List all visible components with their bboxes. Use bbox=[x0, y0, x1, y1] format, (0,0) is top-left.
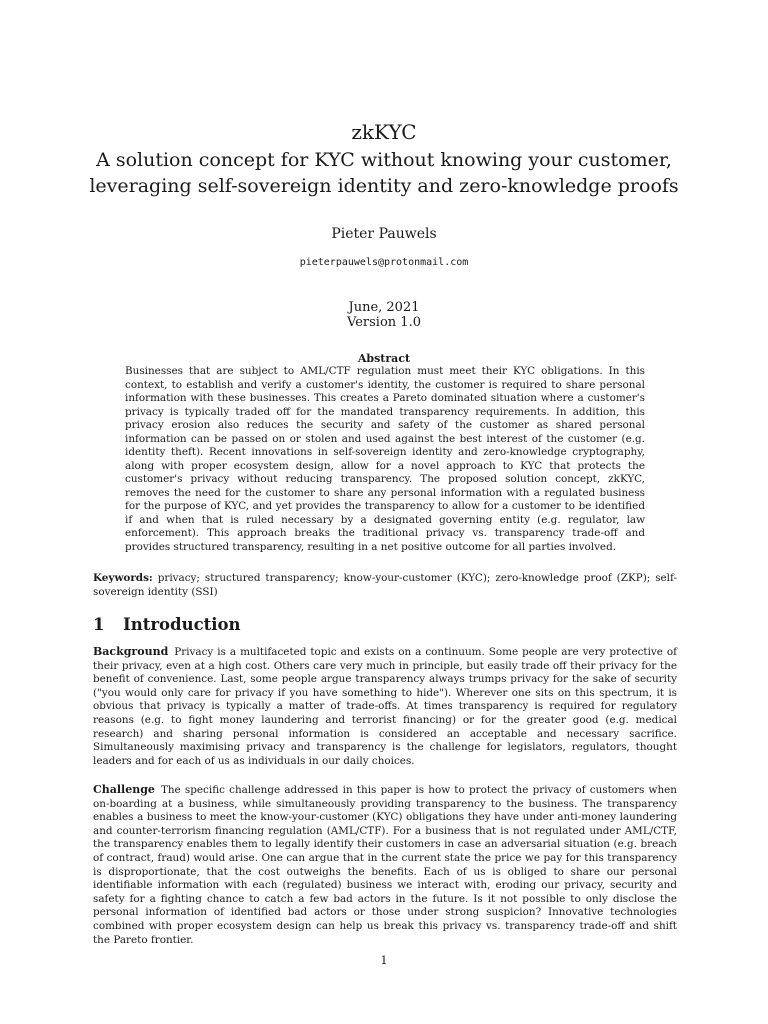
version-label: Version 1.0 bbox=[347, 315, 421, 330]
keywords-text: privacy; structured transparency; know-your-customer (KYC); zero-knowledge proof (ZKP); self-sovereign identity (SSI) bbox=[93, 572, 677, 598]
paper-subtitle-line-2: leveraging self-sovereign identity and zero-knowledge proofs bbox=[89, 175, 679, 197]
page-number: 1 bbox=[380, 954, 388, 967]
author-email: pieterpauwels@protonmail.com bbox=[299, 257, 469, 268]
section-title: Introduction bbox=[123, 615, 241, 634]
paragraph-label-challenge: Challenge bbox=[93, 783, 155, 796]
author-name: Pieter Pauwels bbox=[331, 226, 437, 242]
paragraph-label-background: Background bbox=[93, 645, 169, 658]
section-number: 1 bbox=[93, 615, 105, 634]
keywords-block bbox=[93, 571, 677, 599]
paragraph-text-challenge: The specific challenge addressed in this paper is how to protect the privacy of customers when on-boarding at a business, while simultaneously providing transparency to the business. The transparency enables a business to meet the know-your-customer (KYC) obligations they have under anti-money laundering and counter-terrorism financing regulation (AML/CTF). For a business that is not regulated under AML/CTF, the transparency enables them to legally identify their customers in case an adversarial situation (e.g. breach of contract, fraud) would arise. One can argue that in the current state the price we pay for this transparency is disproportionate, that the cost outweighs the benefits. Each of us is obliged to share our personal identifiable information with each (regulated) business we interact with, eroding our privacy, security and safety for a fighting chance to catch a few bad actors in the future. Is it not possible to only disclose the personal information of identified bad actors or those under strong suspicion? Innovative technologies combined with proper ecosystem design can help us break this privacy vs. transparency trade-off and shift the Pareto frontier. bbox=[93, 784, 677, 946]
abstract-heading: Abstract bbox=[357, 352, 411, 365]
paragraph-text-background: Privacy is a multifaceted topic and exists on a continuum. Some people are very protective of their privacy, even at a high cost. Others care very much in principle, but easily trade off their privacy for the benefit of convenience. Last, some people argue transparency always trumps privacy for the sake of security ("you would only care for privacy if you have something to hide"). Wherever one sits on this spectrum, it is obvious that privacy is typically a matter of trade-offs. At times transparency is required for regulatory reasons (e.g. to fight money laundering and terrorist financing) or for the greater good (e.g. medical research) and sharing personal information is considered an acceptable and necessary sacrifice. Simultaneously maximising privacy and transparency is the challenge for legislators, regulators, thought leaders and for each of us as individuals in our daily choices. bbox=[93, 646, 677, 767]
paragraph-challenge bbox=[93, 783, 677, 947]
abstract-text: Businesses that are subject to AML/CTF regulation must meet their KYC obligations. In this context, to establish and verify a customer's identity, the customer is required to share personal information with these businesses. This creates a Pareto dominated situation where a customer's privacy is typically traded off for the mandated transparency requirements. In addition, this privacy erosion also reduces the security and safety of the customer as shared personal information can be passed on or stolen and used against the best interest of the customer (e.g. identity theft). Recent innovations in self-sovereign identity and zero-knowledge cryptography, along with proper ecosystem design, allow for a novel approach to KYC that protects the customer's privacy without reducing transparency. The proposed solution concept, zkKYC, removes the need for the customer to share any personal information with a regulated business for the purpose of KYC, and yet provides the transparency to allow for a customer to be identified if and when that is ruled necessary by a designated governing entity (e.g. regulator, law enforcement). This approach breaks the traditional privacy vs. transparency trade-off and provides structured transparency, resulting in a net positive outcome for all parties involved. bbox=[125, 365, 645, 553]
paper-title: zkKYC bbox=[351, 120, 417, 144]
section-heading-introduction bbox=[93, 615, 241, 635]
keywords-label: Keywords: bbox=[93, 572, 153, 584]
publication-date: June, 2021 bbox=[348, 300, 420, 315]
paper-subtitle-line-1: A solution concept for KYC without knowing your customer, bbox=[96, 149, 672, 171]
paragraph-background bbox=[93, 645, 677, 768]
